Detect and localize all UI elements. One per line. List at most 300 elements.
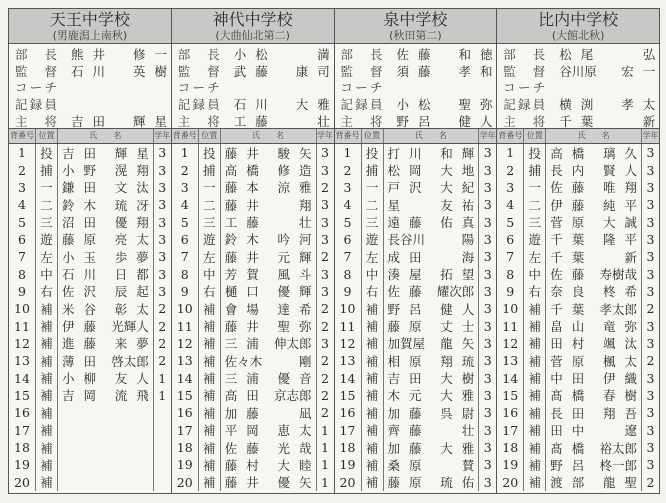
given-name: 壮	[317, 113, 330, 129]
player-name	[221, 334, 316, 352]
uniform-number: 4	[172, 196, 199, 213]
player-name-cell	[58, 439, 154, 456]
position: 補	[362, 474, 384, 491]
player-name	[384, 265, 484, 283]
given-name: 大雅	[440, 440, 484, 456]
player-name-cell	[58, 161, 158, 179]
uniform-number: 6	[335, 231, 362, 248]
uniform-number: 7	[497, 248, 524, 265]
uniform-number: 20	[9, 474, 36, 491]
player-name	[58, 300, 158, 318]
player-name	[221, 161, 321, 179]
school-column	[335, 9, 502, 493]
uniform-number: 13	[9, 352, 36, 369]
player-name	[221, 439, 321, 457]
given-name: 柊一郎	[599, 457, 637, 473]
grade: 2	[158, 318, 167, 334]
staff-name	[233, 62, 339, 80]
staff-name	[559, 112, 655, 130]
given-name: 寿樹哉	[599, 267, 637, 283]
family-name: 谷川原	[559, 63, 597, 79]
player-name-cell	[58, 387, 158, 404]
position: 遊	[362, 231, 384, 248]
uniform-number: 19	[9, 456, 36, 473]
uniform-number: 20	[335, 474, 362, 491]
uniform-number: 16	[172, 404, 199, 421]
grade: 3	[646, 335, 655, 351]
player-name-cell	[546, 231, 646, 248]
player-row	[497, 231, 659, 248]
given-name: 満	[317, 47, 330, 63]
player-name	[221, 352, 316, 370]
player-name-cell	[221, 196, 317, 213]
uniform-number: 15	[9, 387, 36, 404]
family-name: 佐藤	[550, 267, 594, 283]
player-name-cell	[546, 352, 646, 369]
player-name-cell	[384, 404, 484, 421]
header-grade: 学年	[317, 131, 333, 140]
player-name-cell	[58, 404, 154, 421]
staff-role-label: 主将	[15, 113, 57, 129]
uniform-number: 18	[335, 439, 362, 456]
player-row	[335, 404, 497, 421]
given-name: 伸太郎	[273, 336, 312, 352]
uniform-number: 1	[497, 144, 524, 161]
player-row	[9, 161, 171, 178]
player-name	[384, 334, 484, 352]
player-name	[221, 404, 316, 422]
player-name-cell	[384, 300, 484, 317]
player-name	[546, 352, 646, 370]
position: 右	[36, 283, 58, 300]
uniform-number: 16	[497, 404, 524, 421]
given-name: 駿矢	[277, 145, 321, 161]
given-name: 颯汰	[602, 336, 646, 352]
player-name-cell	[384, 161, 484, 179]
position: 補	[199, 387, 221, 404]
position: 三	[36, 213, 58, 230]
uniform-number: 14	[172, 369, 199, 386]
player-name	[221, 178, 321, 196]
grade: 2	[646, 474, 655, 490]
grade: 3	[158, 249, 167, 265]
staff-name	[71, 112, 176, 130]
grade: 3	[646, 283, 655, 299]
given-name: 孝和	[458, 63, 502, 79]
family-name: 横渕	[559, 97, 603, 113]
player-name-cell	[546, 213, 646, 231]
position: 補	[199, 474, 221, 491]
player-name-cell	[546, 265, 642, 282]
player-name	[546, 213, 646, 231]
position: 補	[524, 317, 546, 334]
header-name: 氏 名	[546, 129, 642, 143]
given-name: 海	[461, 249, 475, 265]
staff-role-label: 部長	[15, 47, 57, 63]
player-name-cell	[546, 439, 642, 456]
uniform-number: 13	[335, 352, 362, 369]
player-name	[221, 456, 321, 474]
uniform-number: 8	[172, 265, 199, 282]
player-row	[497, 248, 659, 265]
position: 補	[199, 456, 221, 473]
given-name: 元輝	[277, 249, 321, 265]
staff-row	[9, 112, 176, 129]
uniform-number: 10	[9, 300, 36, 317]
player-row	[335, 474, 497, 491]
staff-name	[234, 45, 330, 63]
player-name-cell	[384, 231, 480, 248]
uniform-number: 3	[172, 179, 199, 196]
given-name: 裕太郎	[599, 440, 637, 456]
uniform-number: 1	[172, 144, 199, 161]
grade: 3	[321, 214, 329, 230]
player-name-cell	[384, 335, 484, 352]
staff-row	[172, 46, 334, 63]
player-row	[9, 213, 171, 230]
player-name-cell	[546, 474, 646, 491]
grade: 3	[483, 318, 492, 334]
given-name: 孝太郎	[599, 301, 637, 317]
grade: 2	[646, 301, 655, 317]
grade: 3	[321, 145, 329, 161]
player-name	[384, 300, 484, 318]
player-row	[335, 248, 497, 265]
family-name: 畠山	[550, 319, 594, 335]
player-row	[497, 196, 659, 213]
school-header	[9, 9, 171, 44]
staff-role-label: 主将	[503, 113, 546, 129]
family-name: 小柳	[62, 371, 106, 387]
uniform-number: 4	[335, 196, 362, 213]
uniform-number: 15	[335, 387, 362, 404]
position: 補	[36, 422, 58, 439]
family-name: 須藤	[396, 63, 440, 79]
position: 補	[36, 352, 58, 369]
player-name-cell	[58, 179, 158, 196]
position: 右	[362, 283, 384, 300]
player-row	[172, 456, 334, 473]
given-name: 翔吾	[602, 405, 646, 421]
player-name-cell	[546, 456, 642, 473]
given-name: 大紀	[440, 180, 484, 196]
family-name: 佐藤	[550, 180, 594, 196]
player-row	[497, 161, 659, 178]
player-name	[221, 421, 321, 439]
school-name: 神代中学校	[212, 10, 293, 29]
staff-row	[9, 79, 171, 96]
grade: 3	[321, 335, 329, 351]
uniform-number: 9	[9, 283, 36, 300]
position: 中	[199, 265, 221, 282]
player-row	[9, 300, 171, 317]
family-name: 藤井	[224, 249, 268, 265]
uniform-number: 19	[497, 456, 524, 473]
player-row	[9, 456, 171, 473]
uniform-number: 11	[335, 317, 362, 334]
given-name: 隆平	[602, 232, 646, 248]
family-name: 伊藤	[550, 197, 594, 213]
position: 一	[36, 179, 58, 196]
family-name: 佐藤	[387, 284, 431, 300]
given-name: 純平	[602, 197, 646, 213]
player-name	[384, 456, 479, 474]
uniform-number: 15	[172, 387, 199, 404]
player-row	[335, 231, 497, 248]
player-name	[384, 473, 484, 491]
grade: 2	[158, 353, 167, 369]
given-name: 柊希	[602, 284, 646, 300]
grade	[154, 456, 171, 473]
column-header-row	[335, 129, 497, 144]
staff-row	[172, 79, 334, 96]
family-name: 藤原	[387, 319, 431, 335]
uniform-number: 10	[335, 300, 362, 317]
grade: 3	[483, 405, 492, 421]
player-row	[9, 352, 171, 369]
staff-list	[497, 44, 665, 129]
player-name-cell	[384, 456, 480, 473]
header-grade: 学年	[154, 131, 171, 140]
family-name: 田村	[550, 336, 594, 352]
uniform-number: 16	[9, 404, 36, 421]
family-name: 伊藤	[62, 319, 106, 335]
staff-role-label: コーチ	[340, 80, 383, 96]
player-name	[58, 144, 158, 162]
column-header-row	[172, 129, 334, 144]
player-name	[546, 386, 646, 404]
family-name: 中田	[550, 371, 594, 387]
given-name: 賢人	[602, 163, 646, 179]
given-name: 彰太	[114, 301, 158, 317]
header-position: 位置	[36, 129, 58, 143]
family-name: 石川	[62, 267, 106, 283]
uniform-number: 2	[335, 161, 362, 178]
uniform-number: 13	[172, 352, 199, 369]
position: 中	[524, 265, 546, 282]
player-row	[335, 213, 497, 230]
player-name	[221, 386, 316, 404]
position: 補	[362, 335, 384, 352]
player-name	[221, 282, 321, 300]
uniform-number: 18	[172, 439, 199, 456]
family-name: 小松	[396, 97, 440, 113]
uniform-number: 11	[9, 317, 36, 334]
player-row	[172, 144, 334, 161]
uniform-number: 4	[9, 196, 36, 213]
given-name: 伊織	[602, 371, 646, 387]
family-name: 藤本	[224, 180, 268, 196]
given-name: 英樹	[132, 63, 176, 79]
player-row	[497, 387, 659, 404]
player-row	[335, 352, 497, 369]
uniform-number: 5	[172, 213, 199, 230]
staff-role-label: 記録員	[340, 97, 383, 113]
player-name-cell	[384, 248, 480, 265]
given-name: 新	[624, 249, 637, 265]
given-name: 健人	[440, 301, 484, 317]
player-name-cell	[58, 300, 158, 317]
position: 補	[199, 317, 221, 334]
player-name-cell	[58, 352, 154, 369]
player-name	[384, 213, 484, 231]
family-name: 渡部	[550, 475, 594, 491]
given-name: 龍聖	[602, 475, 646, 491]
given-name: 流飛	[114, 388, 158, 404]
player-name	[546, 248, 641, 266]
player-row	[335, 196, 497, 213]
given-name: 聖弥	[277, 319, 321, 335]
player-name	[58, 334, 158, 352]
staff-row	[497, 46, 659, 63]
player-name	[58, 386, 158, 404]
family-name: 薄田	[62, 353, 106, 369]
player-name	[58, 369, 158, 387]
given-name: 光哉	[277, 440, 321, 456]
player-row	[335, 283, 497, 300]
position: 遊	[524, 231, 546, 248]
player-name-cell	[546, 335, 646, 352]
player-name	[58, 230, 158, 248]
given-name: 宏一	[621, 63, 665, 79]
given-name: 吟河	[277, 232, 321, 248]
staff-row	[172, 63, 339, 80]
player-row	[335, 387, 497, 404]
family-name: 千葉	[550, 232, 594, 248]
given-name: 春樹	[602, 388, 646, 404]
given-name: 恵太	[277, 423, 321, 439]
player-name	[546, 178, 646, 196]
family-name: 佐沢	[62, 284, 106, 300]
position: 補	[199, 352, 221, 369]
header-name: 氏 名	[58, 129, 154, 143]
player-row	[9, 179, 171, 196]
family-name: 米谷	[62, 301, 106, 317]
given-name: 拓望	[440, 267, 484, 283]
grade: 3	[646, 266, 655, 282]
given-name: 耀次郎	[436, 284, 475, 300]
given-name: 優矢	[277, 475, 321, 491]
family-name: 高橋	[550, 145, 594, 161]
family-name: 成田	[387, 249, 431, 265]
player-row	[9, 283, 171, 300]
staff-role-label: 部長	[340, 47, 383, 63]
position: 補	[36, 474, 58, 491]
school-name: 比内中学校	[538, 10, 619, 29]
player-row	[335, 456, 497, 473]
uniform-number: 17	[9, 422, 36, 439]
staff-row	[9, 96, 171, 113]
staff-row	[497, 112, 659, 129]
staff-role-label: 監督	[15, 63, 57, 79]
given-name: 大地	[440, 163, 484, 179]
family-name: 菅原	[550, 353, 594, 369]
player-name-cell	[58, 283, 158, 300]
staff-row	[172, 112, 334, 129]
player-name-cell	[546, 300, 642, 317]
uniform-number: 6	[497, 231, 524, 248]
school-header	[335, 9, 497, 44]
header-grade: 学年	[479, 131, 496, 140]
given-name: 楓太	[602, 353, 646, 369]
grade: 3	[483, 457, 492, 473]
given-name: 翔	[298, 197, 312, 213]
given-name: 唯翔	[602, 180, 646, 196]
player-name	[58, 213, 158, 231]
school-region: (秋田第二)	[389, 29, 442, 42]
family-name: 三浦	[224, 336, 268, 352]
player-name-cell	[58, 456, 154, 473]
player-name-cell	[384, 317, 484, 335]
player-row	[497, 404, 659, 421]
player-row	[497, 317, 659, 334]
uniform-number: 4	[497, 196, 524, 213]
header-name: 氏 名	[221, 129, 317, 143]
grade: 3	[646, 457, 655, 473]
family-name: 高田	[224, 388, 268, 404]
player-name	[546, 369, 646, 387]
uniform-number: 11	[497, 317, 524, 334]
uniform-number: 10	[172, 300, 199, 317]
player-row	[172, 474, 334, 491]
family-name: 遠藤	[387, 215, 431, 231]
player-name	[221, 144, 321, 162]
position: 補	[199, 335, 221, 352]
grade: 3	[646, 231, 655, 247]
staff-row	[9, 63, 176, 80]
player-row	[172, 248, 334, 265]
grade: 3	[158, 162, 167, 178]
family-name: 加藤	[387, 405, 431, 421]
grade	[154, 404, 171, 421]
position: 一	[524, 179, 546, 196]
player-name	[58, 248, 158, 266]
uniform-number: 17	[335, 422, 362, 439]
player-name	[58, 161, 158, 179]
grade: 3	[158, 266, 167, 282]
player-name	[384, 386, 484, 404]
player-name	[546, 473, 646, 491]
player-name-cell	[384, 179, 484, 196]
position: 補	[524, 404, 546, 421]
uniform-number: 7	[335, 248, 362, 265]
position: 捕	[524, 161, 546, 178]
family-name: 熊井	[71, 47, 115, 63]
player-row	[172, 161, 334, 178]
grade: 3	[646, 179, 655, 195]
staff-role-label: コーチ	[177, 80, 220, 96]
grade: 2	[321, 387, 329, 403]
column-header-row	[497, 129, 659, 144]
player-name-cell	[384, 196, 484, 213]
position: 補	[36, 335, 58, 352]
position: 左	[524, 248, 546, 265]
player-row	[497, 439, 659, 456]
player-name-cell	[546, 161, 646, 179]
family-name: 吉田	[71, 113, 115, 129]
player-row	[497, 369, 659, 386]
grade: 3	[483, 353, 492, 369]
grade: 3	[483, 387, 492, 403]
position: 一	[362, 179, 384, 196]
player-name-cell	[384, 352, 484, 369]
family-name: 佐藤	[396, 47, 440, 63]
uniform-number: 7	[172, 248, 199, 265]
grade: 3	[646, 405, 655, 421]
grade	[154, 439, 171, 456]
player-name	[384, 421, 479, 439]
grade: 3	[321, 283, 329, 299]
